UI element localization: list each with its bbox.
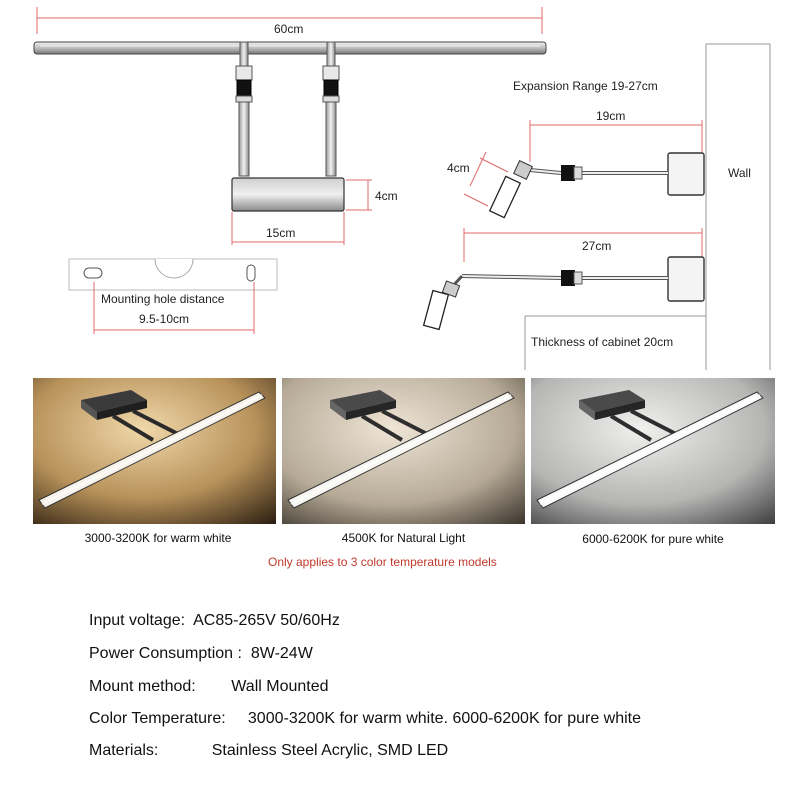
cabinet-label: Thickness of cabinet 20cm <box>531 335 674 349</box>
lamp-arms <box>236 42 339 176</box>
lamp-side-long <box>424 257 704 329</box>
spec-label: Mount method: <box>89 678 196 695</box>
color-temperature-note: Only applies to 3 color temperature models <box>268 555 497 569</box>
box-height-label: 4cm <box>375 189 398 203</box>
spec-value: 8W-24W <box>250 645 313 662</box>
spec-label: Color Temperature: <box>89 710 226 727</box>
photo-caption-warm: 3000-3200K for warm white <box>84 531 232 545</box>
spec-materials <box>89 743 448 759</box>
mount-box <box>232 178 344 211</box>
light-bar <box>34 42 546 54</box>
box-height-dimension <box>346 180 372 210</box>
photo-warm <box>33 378 276 524</box>
short-reach-label: 19cm <box>596 109 626 123</box>
box-width-label: 15cm <box>266 226 296 240</box>
mounting-hole-label: Mounting hole distance <box>101 292 225 306</box>
spec-value: Stainless Steel Acrylic, SMD LED <box>211 742 449 759</box>
spec-label: Power Consumption : <box>89 645 242 662</box>
photo-natural <box>282 378 525 524</box>
spec-value: Wall Mounted <box>231 678 329 695</box>
mounting-hole-value: 9.5-10cm <box>139 312 190 326</box>
spec-label: Materials: <box>89 742 159 759</box>
spec-value: 3000-3200K for warm white. 6000-6200K for pure white <box>247 710 642 727</box>
long-reach-label: 27cm <box>582 239 612 253</box>
mounting-plate <box>69 259 277 290</box>
wall-label: Wall <box>728 166 751 180</box>
wall <box>706 44 770 370</box>
dimension-drawings <box>0 0 800 370</box>
lamp-side-short <box>490 153 704 218</box>
spec-value: AC85-265V 50/60Hz <box>193 612 340 629</box>
photo-caption-natural: 4500K for Natural Light <box>341 531 466 545</box>
photo-cool <box>531 378 775 524</box>
expansion-title: Expansion Range 19-27cm <box>513 79 658 93</box>
spec-mount-method <box>89 679 329 695</box>
photo-caption-cool: 6000-6200K for pure white <box>582 532 724 546</box>
spec-color-temperature <box>89 711 641 727</box>
head-size-label: 4cm <box>447 161 470 175</box>
bar-length-label: 60cm <box>274 22 304 36</box>
spec-power-consumption <box>89 646 313 662</box>
spec-label: Input voltage: <box>89 612 186 629</box>
spec-input-voltage <box>89 613 340 629</box>
